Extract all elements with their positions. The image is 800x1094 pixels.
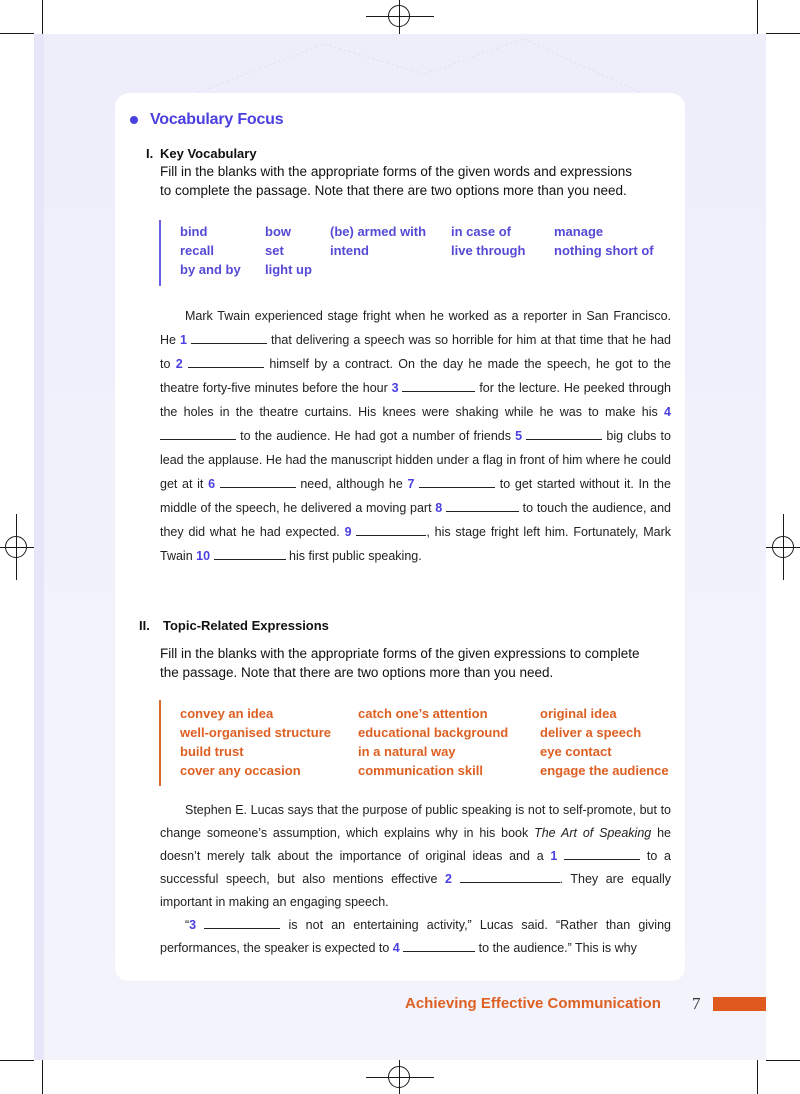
answer-blank[interactable] <box>191 332 267 344</box>
crop-mark <box>0 33 34 34</box>
word-option: by and by <box>180 262 241 277</box>
blank-number: 5 <box>515 429 523 443</box>
blank-number: 1 <box>550 849 558 863</box>
answer-blank[interactable] <box>214 548 286 560</box>
registration-mark <box>5 536 27 558</box>
answer-blank[interactable] <box>460 871 560 883</box>
answer-blank[interactable] <box>356 524 426 536</box>
blank-number: 1 <box>179 333 187 347</box>
blank-number: 2 <box>175 357 183 371</box>
registration-mark <box>772 536 794 558</box>
crop-mark <box>42 1060 43 1094</box>
footer-accent-bar <box>713 997 766 1011</box>
crop-mark <box>0 1060 34 1061</box>
word-option: intend <box>330 243 369 258</box>
registration-mark <box>388 1066 410 1088</box>
blank-number: 4 <box>392 941 400 955</box>
expression-option: catch one’s attention <box>358 706 488 721</box>
word-option: nothing short of <box>554 243 654 258</box>
crop-mark <box>757 0 758 34</box>
crop-mark <box>42 0 43 34</box>
crop-mark <box>757 1060 758 1094</box>
book-title: The Art of Speaking <box>534 826 652 840</box>
part-number: II. <box>139 618 150 633</box>
expression-option: well-organised structure <box>180 725 331 740</box>
word-option: recall <box>180 243 214 258</box>
answer-blank[interactable] <box>402 380 475 392</box>
answer-blank[interactable] <box>160 428 236 440</box>
part-number: I. <box>146 146 154 161</box>
answer-blank[interactable] <box>419 476 495 488</box>
word-option: bow <box>265 224 291 239</box>
word-option: bind <box>180 224 208 239</box>
passage-2: Stephen E. Lucas says that the purpose of public speaking is not to self-promote, but to change someone’s assumption, which explains why in his book The Art of Speaking he doesn’t merely talk about the importance of original ideas and a 1 to a successful speech, but also mentions effective 2 . They are equally important in making an engaging speech. “3 is not an entertaining activity,” Lucas said. “Rather than giving performances, the speaker is expected to 4 to the audience.” This is why <box>160 803 671 955</box>
blank-number: 6 <box>208 477 216 491</box>
footer-title: Achieving Effective Communication <box>405 995 661 1012</box>
word-option: live through <box>451 243 526 258</box>
expression-option: in a natural way <box>358 744 456 759</box>
part-instruction: Fill in the blanks with the appropriate forms of the given expressions to complete the passage. Note that there are two options more than you need. <box>160 646 640 680</box>
blank-number: 7 <box>407 477 415 491</box>
word-bank <box>159 220 654 286</box>
crop-mark <box>766 1060 800 1061</box>
part-heading: Topic-Related Expressions <box>163 618 329 633</box>
word-option: light up <box>265 262 312 277</box>
answer-blank[interactable] <box>446 500 519 512</box>
crop-mark <box>766 33 800 34</box>
answer-blank[interactable] <box>204 917 280 929</box>
blank-number: 4 <box>664 405 671 419</box>
part-heading: Key Vocabulary <box>160 146 257 161</box>
registration-mark <box>388 5 410 27</box>
blank-number: 8 <box>435 501 443 515</box>
expression-option: communication skill <box>358 763 483 778</box>
answer-blank[interactable] <box>403 940 475 952</box>
section-header <box>130 111 283 129</box>
expression-bank <box>159 700 669 786</box>
decorative-wave <box>44 34 766 94</box>
blank-number: 2 <box>444 872 452 886</box>
page-edge-shade <box>34 34 44 1060</box>
expression-option: build trust <box>180 744 244 759</box>
answer-blank[interactable] <box>526 428 602 440</box>
answer-blank[interactable] <box>564 848 640 860</box>
word-option: (be) armed with <box>330 224 427 239</box>
blank-number: 10 <box>196 549 211 563</box>
page-number: 7 <box>692 994 701 1013</box>
word-option: manage <box>554 224 604 239</box>
section-title: Vocabulary Focus <box>150 111 284 128</box>
expression-option: convey an idea <box>180 706 274 721</box>
expression-option: original idea <box>540 706 617 721</box>
expression-option: cover any occasion <box>180 763 301 778</box>
expression-option: engage the audience <box>540 763 669 778</box>
part-instruction: Fill in the blanks with the appropriate forms of the given words and expressions to complete the passage. Note that there are two options more than you need. <box>160 164 632 198</box>
expression-option: deliver a speech <box>540 725 642 740</box>
answer-blank[interactable] <box>188 356 264 368</box>
word-option: set <box>265 243 284 258</box>
bullet-icon <box>130 116 138 124</box>
blank-number: 3 <box>189 918 197 932</box>
passage-1: Mark Twain experienced stage fright when he worked as a reporter in San Francisco. He 1 that delivering a speech was so horrible for him at that time that he had to 2 himself by a contract. On the day he made the speech, he got to the theatre forty-five minutes before the hour 3 for the lecture. He peeked through the holes in the theatre curtains. His knees were shaking while he was to make his 4 to the audience. He had got a number of friends 5 big clubs to lead the applause. He had the manuscript hidden under a flag in front of him where he could get at it 6 need, although he 7 to get started without it. In the middle of the speech, he delivered a moving part 8 to touch the audience, and they did what he had expected. 9 , his stage fright left him. Fortunately, Mark Twain 10 his first public speaking. <box>160 309 671 563</box>
answer-blank[interactable] <box>220 476 296 488</box>
word-option: in case of <box>451 224 511 239</box>
expression-option: educational background <box>358 725 509 740</box>
blank-number: 9 <box>344 525 352 539</box>
expression-option: eye contact <box>540 744 612 759</box>
blank-number: 3 <box>391 381 399 395</box>
